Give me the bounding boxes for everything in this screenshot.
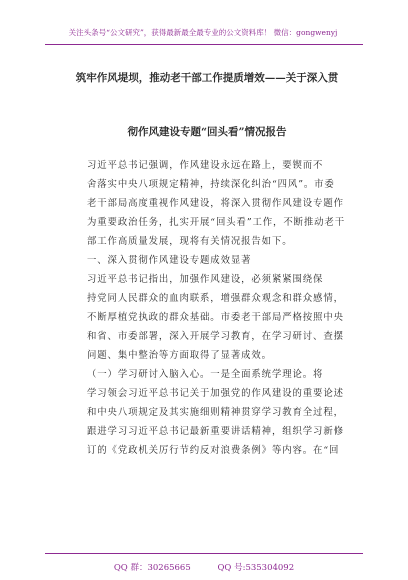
subsection-heading: （一）学习研讨入脑入心。一是全面系统学理论。将	[87, 369, 324, 380]
body-line: 习近平总书记指出，加强作风建设，必须紧紧围绕保	[87, 274, 324, 285]
body-line: 舍落实中央八项规定精神，持续深化纠治“四风”。市委	[87, 179, 335, 190]
body-line: 老干部局高度重视作风建设，将深入贯彻作风建设专题作	[87, 198, 344, 209]
contact-footer	[0, 561, 408, 573]
document-body	[87, 156, 357, 460]
promo-header: 关注头条号“公文研究”，获得最新最全最专业的公文资料库！ 微信：gongwenyj	[68, 28, 338, 37]
body-line: 不断厚植党执政的群众基础。市委老干部局严格按照中央	[87, 312, 344, 323]
body-line: 为重要政治任务，扎实开展“回头看”工作，不断推动老干	[87, 217, 345, 228]
qq-group-number: QQ 群：30265665	[113, 563, 191, 573]
qq-account-number: QQ 号:535304092	[217, 563, 295, 573]
body-line: 部工作高质量发展，现将有关情况报告如下。	[87, 236, 293, 247]
section-heading: 一、深入贯彻作风建设专题成效显著	[87, 255, 252, 266]
document-title-line-1: 筑牢作风堤坝，推动老干部工作提质增效——关于深入贯	[75, 72, 339, 84]
body-line: 订的《党政机关厉行节约反对浪费条例》等内容。在“回	[87, 445, 340, 456]
body-line: 问题、集中整治等方面取得了显著成效。	[87, 350, 272, 361]
header-divider	[45, 44, 363, 45]
body-line: 习近平总书记强调，作风建设永远在路上，要锲而不	[87, 160, 324, 171]
body-line: 和省、市委部署，深入开展学习教育，在学习研讨、查摆	[87, 331, 344, 342]
body-line: 和中央八项规定及其实施细则精神贯穿学习教育全过程，	[87, 407, 344, 418]
document-title-line-2: 彻作风建设专题“回头看”情况报告	[127, 126, 287, 138]
body-line: 持党同人民群众的血肉联系，增强群众观念和群众感情，	[87, 293, 344, 304]
body-line: 跟进学习习近平总书记最新重要讲话精神，组织学习新修	[87, 426, 344, 437]
footer-divider	[45, 553, 363, 554]
body-line: 学习领会习近平总书记关于加强党的作风建设的重要论述	[87, 388, 344, 399]
